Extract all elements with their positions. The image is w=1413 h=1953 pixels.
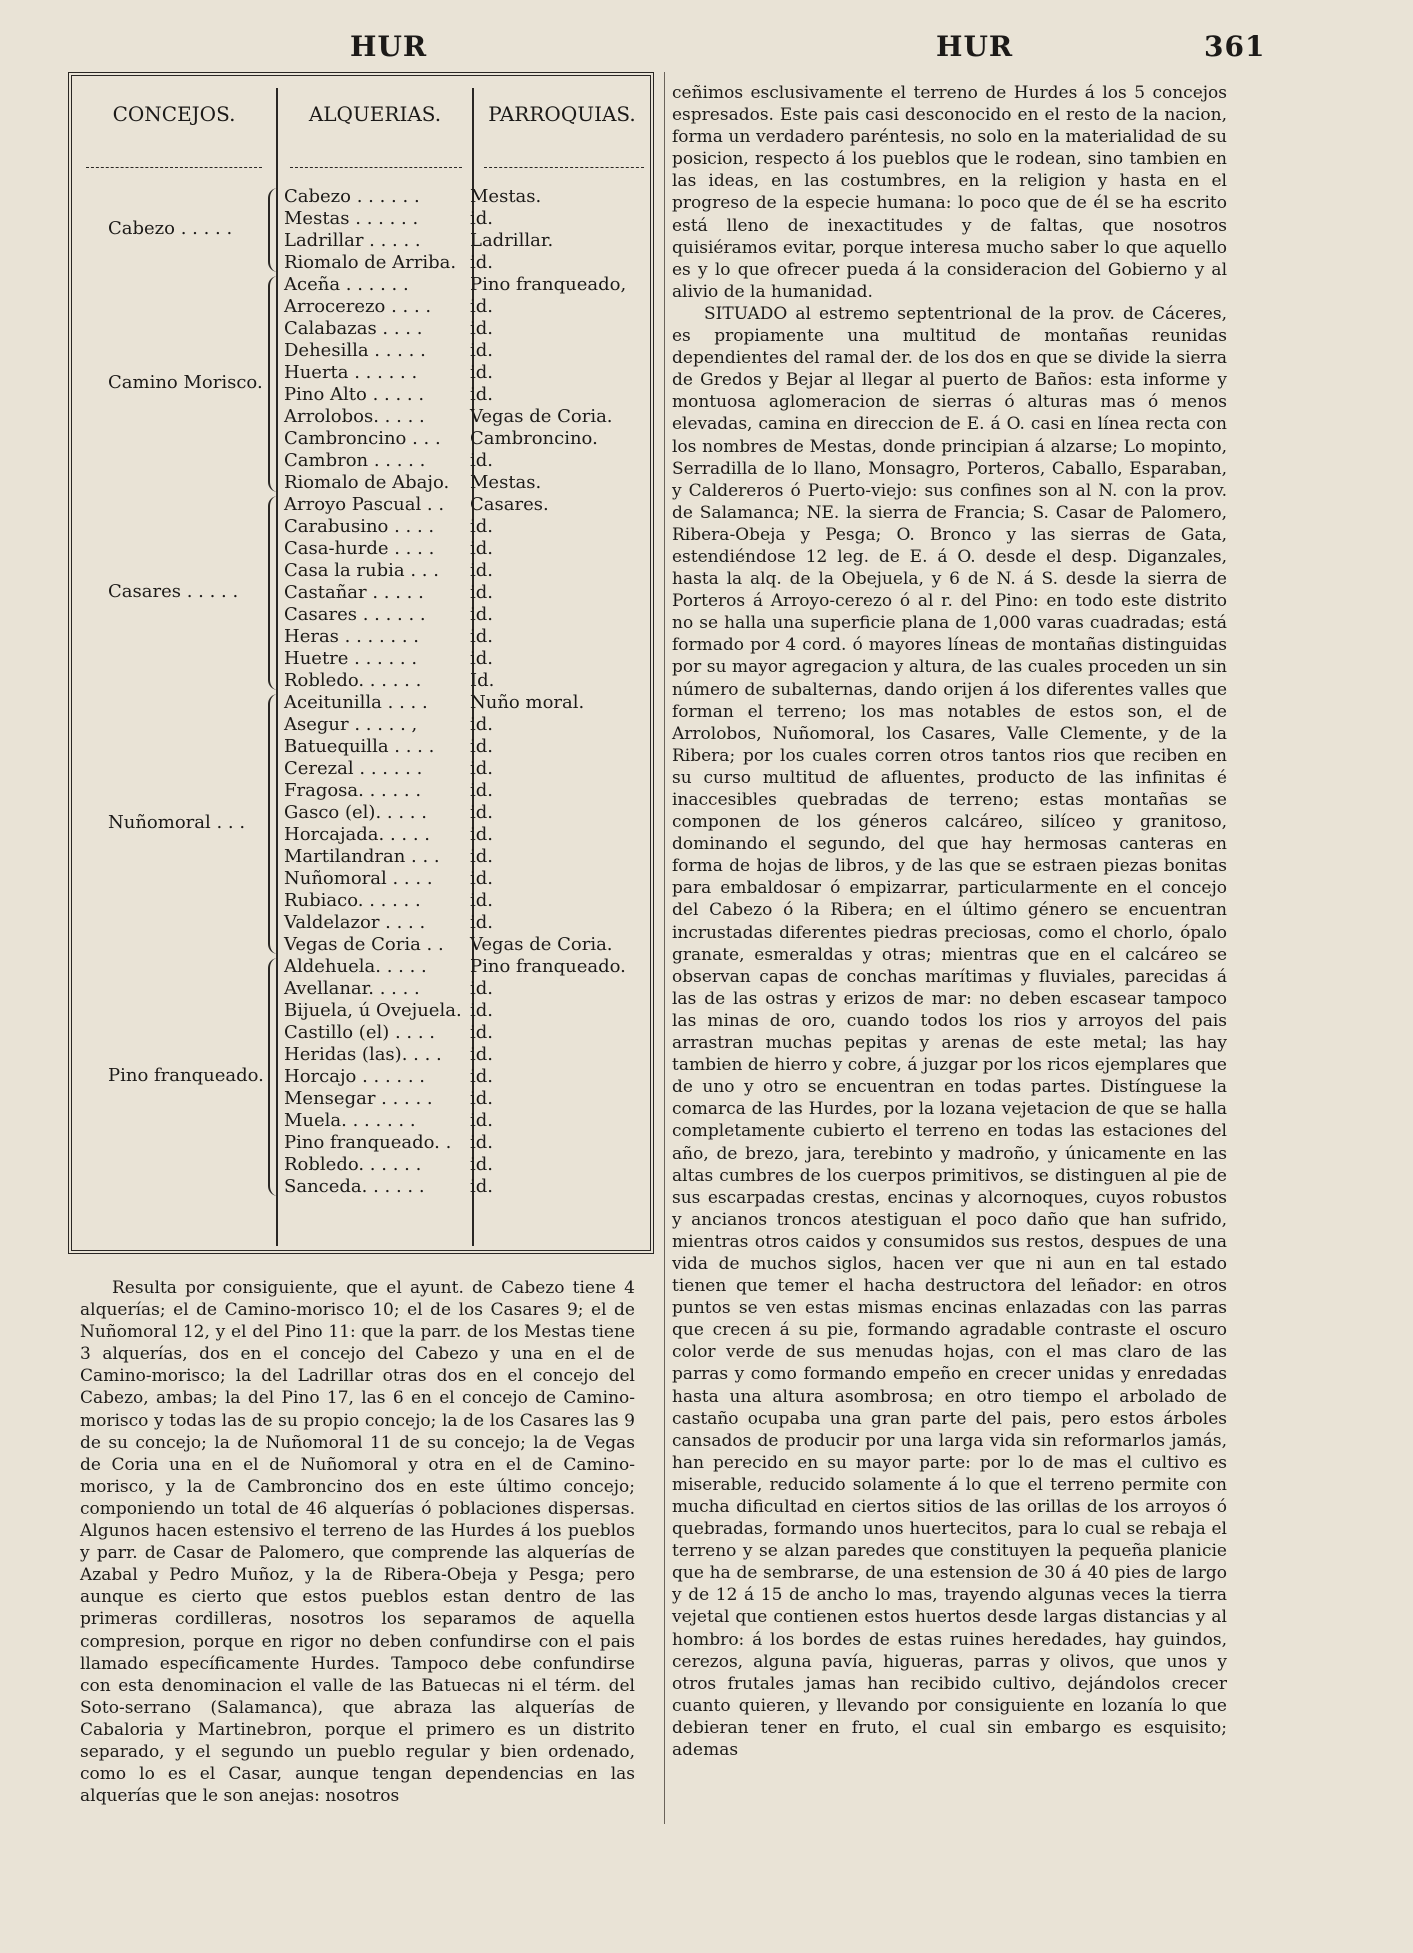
parroquia-cell: id. [470,868,494,889]
table-row [284,582,644,604]
alqueria-cell: Carabusino . . . . [284,516,435,537]
parroquia-cell: id. [470,1132,494,1153]
table-row [284,362,644,384]
alqueria-cell: Casa-hurde . . . . [284,538,435,559]
parroquia-cell: Cambroncino. [470,428,598,449]
parroquia-cell: id. [470,252,494,273]
page-number: 361 [1204,30,1266,63]
paragraph: Resulta por consiguiente, que el ayunt. de Cabezo tiene 4 alquerías; el de Camino-morisco 10; el de los Casares 9; el de Nuñomoral 12, y el del Pino 11: que la parr. de los Mestas tiene 3 alquerías, dos en el concejo del Cabezo y una en el de Camino-morisco; la del Ladrillar otras dos en el concejo del Cabezo, ambas; la del Pino 17, las 6 en el concejo de Camino-morisco y todas las de su propio concejo; la de los Casares las 9 de su concejo; la de Nuñomoral 11 de su concejo; la de Vegas de Coria una en el de Nuñomoral y otra en el de Camino-morisco, y la de Cambroncino dos en este último concejo; componiendo un total de 46 alquerías ó poblaciones dispersas. Algunos hacen estensivo el terreno de las Hurdes á los pueblos y parr. de Casar de Palomero, que comprende las alquerías de Azabal y Pedro Muñoz, y la de Ribera-Obeja y Pesga; pero aunque es cierto que estos pueblos estan dentro de las primeras cordilleras, nosotros los separamos de aquella compresion, porque en rigor no deben confundirse con el pais llamado específicamente Hurdes. Tampoco debe confundirse con esta denominacion el valle de las Batuecas ni el térm. del Soto-serrano (Salamanca), que abraza las alquerías de Cabaloria y Martinebron, porque el primero es un distrito separado, y el segundo un pueblo regular y bien ordenado, como lo es el Casar, aunque tengan dependencias en las alquerías que le son anejas: nosotros [80,1278,635,1807]
header-rule [484,167,644,168]
table-row [284,1110,644,1132]
parroquia-cell: Casares. [470,494,549,515]
alqueria-cell: Calabazas . . . . [284,318,423,339]
table-row [284,670,644,692]
parroquia-cell: id. [470,846,494,867]
header-parroquias: PARROQUIAS. [488,102,636,126]
right-column-text [672,82,1227,1761]
alqueria-cell: Cambroncino . . . [284,428,441,449]
parroquia-cell: id. [470,758,494,779]
alqueria-cell: Pino Alto . . . . . [284,384,425,405]
table-row [284,780,644,802]
alqueria-cell: Vegas de Coria . . [284,934,444,955]
table-row [284,912,644,934]
table-row [284,824,644,846]
alqueria-cell: Asegur . . . . . , [284,714,418,735]
parroquia-cell: id. [470,340,494,361]
parroquia-cell: id. [470,714,494,735]
group-brace [268,958,282,1196]
parroquia-cell: id. [470,362,494,383]
table-row [284,472,644,494]
table-row [284,1000,644,1022]
parroquia-cell: id. [470,538,494,559]
alqueria-cell: Bijuela, ú Ovejuela. [284,1000,462,1021]
alqueria-cell: Riomalo de Abajo. [284,472,450,493]
table-row [284,956,644,978]
alqueria-cell: Castillo (el) . . . . [284,1022,436,1043]
table-row [284,230,644,252]
table-row [284,1066,644,1088]
alqueria-cell: Batuequilla . . . . [284,736,435,757]
alqueria-cell: Cabezo . . . . . . [284,186,420,207]
alqueria-cell: Robledo. . . . . . [284,670,422,691]
alqueria-cell: Fragosa. . . . . . [284,780,422,801]
alqueria-cell: Casa la rubia . . . [284,560,439,581]
table-row [284,186,644,208]
table-row [284,208,644,230]
parroquia-cell: id. [470,626,494,647]
parroquia-cell: Nuño moral. [470,692,585,713]
table-row [284,406,644,428]
header-rule [86,167,262,168]
table-row [284,538,644,560]
alqueria-cell: Castañar . . . . . [284,582,424,603]
group-brace [268,694,282,954]
parroquia-cell: id. [470,1022,494,1043]
table-row [284,868,644,890]
parroquia-cell: id. [470,824,494,845]
table-row [284,1088,644,1110]
parroquia-cell: id. [470,802,494,823]
alqueria-cell: Casares . . . . . . [284,604,426,625]
parroquia-cell: id. [470,780,494,801]
alqueria-cell: Nuñomoral . . . . [284,868,433,889]
parroquia-cell: Id. [470,670,495,691]
parroquia-cell: id. [470,604,494,625]
table-row [284,1022,644,1044]
table-row [284,648,644,670]
column-divider [664,72,665,1824]
alqueria-cell: Ladrillar . . . . . [284,230,421,251]
table-row [284,428,644,450]
parroquia-cell: id. [470,890,494,911]
table-row [284,1176,644,1198]
running-head-right: HUR [936,30,1014,63]
table-row [284,384,644,406]
table-row [284,758,644,780]
concejo-name: Casares . . . . . [108,581,239,602]
parroquia-cell: id. [470,736,494,757]
alqueria-cell: Dehesilla . . . . . [284,340,426,361]
alqueria-cell: Arrocerezo . . . . [284,296,432,317]
header-alquerias: ALQUERIAS. [308,102,442,126]
table-row [284,318,644,340]
table-row [284,274,644,296]
alqueria-cell: Valdelazor . . . . [284,912,426,933]
alqueria-cell: Cambron . . . . . [284,450,426,471]
alqueria-cell: Pino franqueado. . [284,1132,452,1153]
header-concejos: CONCEJOS. [112,102,236,126]
table-row [284,494,644,516]
table-row [284,890,644,912]
alqueria-cell: Aceitunilla . . . . [284,692,428,713]
alqueria-cell: Sanceda. . . . . . [284,1176,425,1197]
table-row [284,450,644,472]
running-head-left: HUR [350,30,428,63]
alqueria-cell: Mestas . . . . . . [284,208,419,229]
group-brace [268,276,282,492]
parroquia-cell: Mestas. [470,186,542,207]
parroquia-cell: id. [470,1176,494,1197]
concejo-name: Camino Morisco. [108,372,263,393]
alqueria-cell: Martilandran . . . [284,846,440,867]
parroquia-cell: Pino franqueado, [470,274,627,295]
alqueria-cell: Arrolobos. . . . . [284,406,425,427]
parroquia-cell: Ladrillar. [470,230,554,251]
table-row [284,1154,644,1176]
parroquia-cell: Vegas de Coria. [470,406,613,427]
left-column-text [80,1277,635,1807]
parroquia-cell: id. [470,560,494,581]
paragraph: ceñimos esclusivamente el terreno de Hurdes á los 5 concejos espresados. Este pais casi desconocido en el resto de la nacion, forma un verdadero paréntesis, no solo en la materialidad de su posicion, respecto á los pueblos que le rodean, sino tambien en las ideas, en las costumbres, en la religion y hasta en el progreso de la especie humana: lo poco que de él se ha escrito está lleno de inexactitudes y de faltas, que nosotros quisiéramos evitar, porque interesa mucho saber lo que aquello es y lo que ofrecer pueda á la consideracion del Gobierno y al alivio de la humanidad. [672,83,1227,302]
parroquia-cell: id. [470,208,494,229]
table-row [284,340,644,362]
table-row [284,846,644,868]
parroquia-cell: id. [470,1154,494,1175]
table-row [284,296,644,318]
table-row [284,934,644,956]
paragraph: SITUADO al estremo septentrional de la prov. de Cáceres, es propiamente una multitud de montañas reunidas dependientes del ramal der. de los dos en que se divide la sierra de Gredos y Bejar al llegar al puerto de Baños: esta informe y montuosa aglomeracion de sierras ó alturas mas ó menos elevadas, camina en direccion de E. á O. casi en línea recta con los nombres de Mestas, donde principian á alzarse; Lo mopinto, Serradilla de lo llano, Monsagro, Porteros, Caballo, Esparaban, y Caldereros ó Puerto-viejo: sus confines son al N. con la prov. de Salamanca; NE. la sierra de Francia; S. Casar de Palomero, Ribera-Obeja y Pesga; O. Bronco y las sierras de Gata, estendiéndose 12 leg. de E. á O. desde el desp. Diganzales, hasta la alq. de la Obejuela, y 6 de N. á S. desde la sierra de Porteros á Arroyo-cerezo ó al r. del Pino: en todo este distrito no se halla una superficie plana de 1,000 varas cuadradas; está formado por 4 cord. ó mayores líneas de montañas distinguidas por su mayor agregacion y altura, de las cuales proceden un sin número de subalternas, dando orijen á los diferentes valles que forman el terreno; los mas notables de estos son, el de Arrolobos, Nuñomoral, los Casares, Valle Clemente, y de la Ribera; por los cuales corren otros tantos rios que reciben en su curso multitud de afluentes, producto de las infinitas é inaccesibles quebradas de terreno; estas montañas se componen de los géneros calcáreo, silíceo y granitoso, dominando el segundo, del que hay hermosas canteras en forma de hojas de libros, y de las que se estraen piezas bonitas para embaldosar ó empizarrar, particularmente en el concejo del Cabezo ó la Ribera; en el último género se encuentran incrustadas diferentes piedras preciosas, como el chorlo, ópalo granate, esmeraldas y otras; mientras que en el calcáreo se observan capas de conchas marítimas y fluviales, parecidas á las de las ostras y erizos de mar: no deben escasear tampoco las minas de oro, cuando todos los rios y arroyos del pais arrastran muchas pepitas y arenas de este metal; las hay tambien de hierro y cobre, á juzgar por los ricos ejemplares que de uno y otro se encuentran en todas partes. Distínguese la comarca de las Hurdes, por la lozana vejetacion de que se halla completamente cubierto el terreno en todas las estaciones del año, de brezo, jara, terebinto y madroño, y únicamente en las altas cumbres de los cuerpos primitivos, se distinguen al pie de sus escarpadas crestas, encinas y alcornoques, cuyos robustos y ancianos troncos atestiguan el poco daño que han sufrido, mientras otros caidos y consumidos sus restos, despues de una vida de muchos siglos, hacen ver que ni aun en tal estado tienen que temer el hacha destructora del leñador: en otros puntos se ven estas mismas encinas enlazadas con las parras que crecen á su pie, formando agradable contraste el oscuro color verde de sus menudas hojas, con el mas claro de las parras y como formando empeño en crecer unidas y enredadas hasta una altura asombrosa; en otro tiempo el arbolado de castaño ocupaba una gran parte del pais, pero estos árboles cansados de producir por una larga vida sin reformarlos jamás, han perecido en su mayor parte: por lo de mas el cultivo es miserable, reducido solamente á lo que el terreno permite con mucha dificultad en ciertos sitios de las orillas de los arroyos ó quebradas, formando unos huertecitos, para lo cual se rebaja el terreno y se alzan paredes que constituyen la pequeña planicie que ha de sembrarse, de una estension de 30 á 40 pies de largo y de 12 á 15 de ancho lo mas, trayendo algunas veces la tierra vejetal que contienen estos huertos desde largas distancias y al hombro: á los bordes de estas ruines heredades, hay guindos, cerezos, alguna pavía, higueras, parras y olivos, que unos y otros frutales jamas han recibido cultivo, dejándolos crecer cuanto quieren, y llevando por consiguiente en lozanía lo que debieran tener en fruto, el cual sin embargo es esquisito; ademas [672,303,1227,1761]
header-rule [290,167,462,168]
parroquia-cell: id. [470,296,494,317]
parroquia-cell: id. [470,1066,494,1087]
concejo-name: Cabezo . . . . . [108,218,233,239]
parroquia-cell: id. [470,978,494,999]
parroquia-cell: id. [470,912,494,933]
parroquia-cell: id. [470,516,494,537]
alqueria-cell: Rubiaco. . . . . . [284,890,421,911]
alqueria-cell: Aldehuela. . . . . [284,956,427,977]
group-brace [268,496,282,690]
alqueria-cell: Horcajo . . . . . . [284,1066,426,1087]
alquerias-table [68,72,654,1254]
alqueria-cell: Robledo. . . . . . [284,1154,422,1175]
parroquia-cell: id. [470,582,494,603]
table-row [284,252,644,274]
alqueria-cell: Mensegar . . . . . [284,1088,433,1109]
alqueria-cell: Heridas (las). . . . [284,1044,442,1065]
parroquia-cell: id. [470,318,494,339]
group-brace [268,188,282,272]
concejo-name: Nuñomoral . . . [108,812,246,833]
alqueria-cell: Arroyo Pascual . . [284,494,445,515]
table-row [284,802,644,824]
table-row [284,516,644,538]
alqueria-cell: Aceña . . . . . . [284,274,409,295]
alqueria-cell: Muela. . . . . . . [284,1110,416,1131]
alqueria-cell: Huerta . . . . . . [284,362,418,383]
alqueria-cell: Heras . . . . . . . [284,626,420,647]
alqueria-cell: Cerezal . . . . . . [284,758,423,779]
table-row [284,1044,644,1066]
table-row [284,714,644,736]
parroquia-cell: Vegas de Coria. [470,934,613,955]
parroquia-cell: id. [470,1044,494,1065]
concejo-name: Pino franqueado. [108,1065,264,1086]
parroquia-cell: Mestas. [470,472,542,493]
table-row [284,692,644,714]
parroquia-cell: id. [470,450,494,471]
alqueria-cell: Huetre . . . . . . [284,648,418,669]
parroquia-cell: Pino franqueado. [470,956,626,977]
table-row [284,978,644,1000]
parroquia-cell: id. [470,1110,494,1131]
alqueria-cell: Gasco (el). . . . . [284,802,427,823]
table-row [284,560,644,582]
table-row [284,604,644,626]
alqueria-cell: Horcajada. . . . . [284,824,431,845]
alqueria-cell: Avellanar. . . . . [284,978,420,999]
alqueria-cell: Riomalo de Arriba. [284,252,457,273]
parroquia-cell: id. [470,1000,494,1021]
parroquia-cell: id. [470,1088,494,1109]
table-row [284,626,644,648]
parroquia-cell: id. [470,384,494,405]
table-row [284,736,644,758]
parroquia-cell: id. [470,648,494,669]
table-row [284,1132,644,1154]
